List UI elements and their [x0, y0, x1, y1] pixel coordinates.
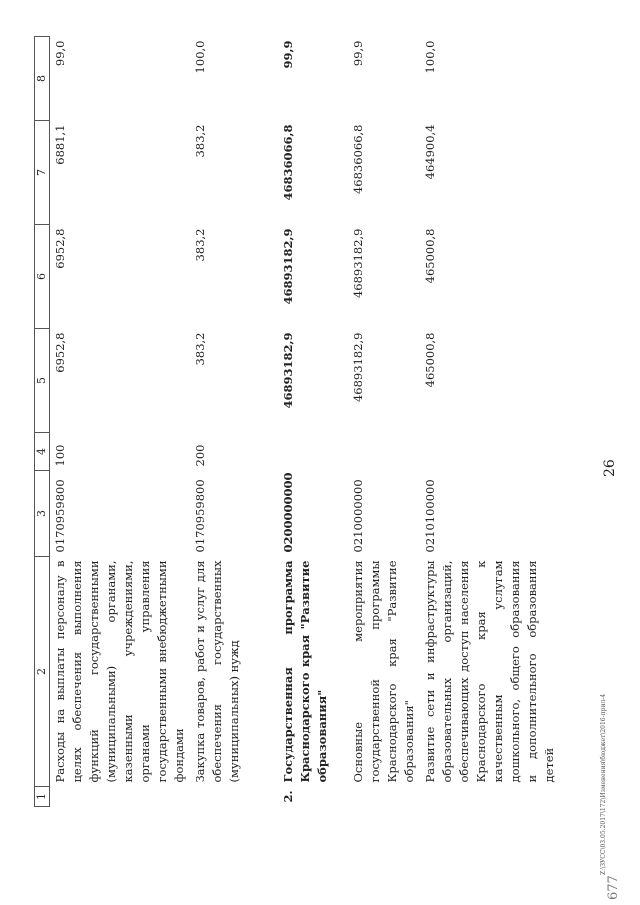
row-col8: 100,0	[423, 40, 437, 74]
row-col5: 383,2	[193, 332, 207, 366]
row-col5: 46893182,9	[281, 332, 295, 409]
row-name: Закупка товаров, работ и услуг для обеспечения государственных (муниципальных) нужд	[193, 560, 241, 783]
row-name: Развитие сети и инфраструктуры образовательных организаций, обеспечивающих доступ населения Краснодарского края к качественным услугам дошкольного, общего образования и дополнительного образования детей	[423, 560, 556, 783]
row-col6: 383,2	[193, 228, 207, 262]
row-name: Государственная программа Краснодарского края "Развитие образования"	[281, 560, 329, 783]
row-expense-type	[348, 433, 420, 471]
header-cell: 8	[35, 37, 50, 121]
row-expense-type: 200	[193, 444, 207, 467]
header-cell: 6	[35, 225, 50, 329]
row-col6: 46893182,9	[281, 228, 295, 305]
header-cell: 1	[35, 787, 50, 807]
row-name: Расходы на выплаты персоналу в целях обеспечения выполнения функций государственными (муниципальными) органами, казенными учреждениями, органами управления государственными внебюджетными фондами	[53, 560, 186, 783]
footer-path: Z:\ЗУСС\03.05.2017\172\Изменения\бюджет\2016-прил-4	[600, 693, 607, 875]
row-col8: 100,0	[193, 40, 207, 74]
row-number: 2.	[281, 790, 295, 803]
header-cell: 3	[35, 471, 50, 557]
row-code: 0170959800	[53, 479, 67, 553]
row-name: Основные мероприятия государственной программы Краснодарского края "Развитие образования"	[351, 560, 416, 783]
table-header-row	[35, 37, 50, 807]
row-col8: 99,9	[351, 40, 365, 67]
row-col8: 99,9	[281, 40, 295, 69]
row-col6: 465000,8	[423, 228, 437, 284]
row-expense-type	[278, 433, 348, 471]
row-expense-type: 100	[53, 444, 67, 467]
row-col8: 99,0	[53, 40, 67, 67]
row-col5: 465000,8	[423, 332, 437, 388]
row-number	[190, 787, 278, 807]
budget-table	[34, 36, 560, 807]
row-number	[348, 787, 420, 807]
table-row	[190, 37, 278, 807]
row-col7: 383,2	[193, 124, 207, 158]
row-col7: 46836066,8	[281, 124, 295, 201]
row-col5: 6952,8	[53, 332, 67, 373]
row-expense-type	[420, 433, 560, 471]
header-cell: 5	[35, 329, 50, 433]
table-row	[278, 37, 348, 807]
row-col7: 6881,1	[53, 124, 67, 165]
row-number	[420, 787, 560, 807]
row-code: 0210000000	[351, 479, 365, 553]
page-number: 26	[602, 459, 618, 477]
table-row	[348, 37, 420, 807]
row-number	[50, 787, 191, 807]
table-row	[420, 37, 560, 807]
row-code: 0170959800	[193, 479, 207, 553]
row-col6: 6952,8	[53, 228, 67, 269]
left-margin-mark: 677	[606, 875, 621, 900]
row-code: 0210100000	[423, 479, 437, 553]
header-cell: 4	[35, 433, 50, 471]
table-row	[50, 37, 191, 807]
row-col7: 464900,4	[423, 124, 437, 180]
row-col6: 46893182,9	[351, 228, 365, 299]
row-col7: 46836066,8	[351, 124, 365, 195]
header-cell: 2	[35, 557, 50, 787]
row-code: 0200000000	[281, 472, 295, 553]
row-col5: 46893182,9	[351, 332, 365, 403]
header-cell: 7	[35, 121, 50, 225]
